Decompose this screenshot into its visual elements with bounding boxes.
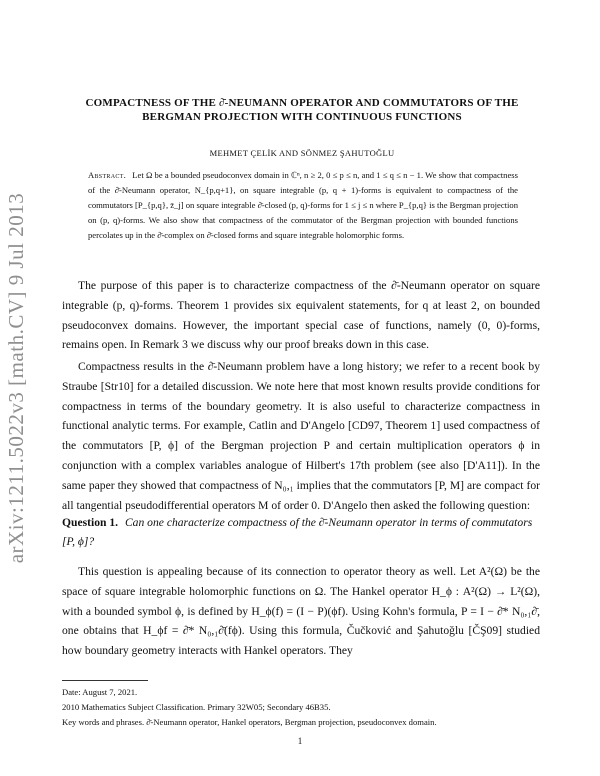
page-number: 1 (297, 736, 303, 746)
abstract-text: Let Ω be a bounded pseudoconvex domain in ℂⁿ, n ≥ 2, 0 ≤ p ≤ n, and 1 ≤ q ≤ n − 1. We show that compactness of the ∂̄-Neumann operator, N_{p,q+1}, on square integrable (p, q + 1)-forms is equivalent to compactness of the commutators [P_{p,q}, z̄_j] on square integrable ∂̄-closed (p, q)-forms for 1 ≤ j ≤ n where P_{p,q} is the Bergman projection on (p, q)-forms. We also show that compactness of the commutator of the Bergman projection with bounded functions percolates up in the ∂̄-complex on ∂̄-closed forms and square integrable holomorphic forms. (88, 170, 519, 240)
hankel-paragraph: This question is appealing because of its connection to operator theory as well. Let A²(Ω) be the space of square integrable holomorphic functions on Ω. The Hankel operator H_ϕ : A²(Ω) → L²(Ω), with a bounded symbol ϕ, is defined by H_ϕ(f) = (I − P)(ϕf). Using Kohn's formula, P = I − ∂̄* N₀,₁∂̄, one obtains that H_ϕf = ∂̄* N₀,₁∂̄(fϕ). Using this formula, Čučković and Şahutoğlu [ČŞ09] studied how boundary geometry interacts with Hankel operators. They (62, 565, 540, 658)
footnote-rule (62, 680, 148, 681)
footnote-date: Date: August 7, 2021. (62, 687, 138, 697)
footnote-msc: 2010 Mathematics Subject Classification. Primary 32W05; Secondary 46B35. (62, 702, 331, 712)
abstract-label: Abstract. (88, 170, 127, 180)
intro-paragraph: The purpose of this paper is to characterize compactness of the ∂̄-Neumann operator on square integrable (p, q)-forms. Theorem 1 provides six equivalent statements, for q at least 2, on bounded pseudoconvex domains. However, the important special case of functions, namely (0, 0)-forms, remains open. In Remark 3 we discuss why our proof breaks down in this case. (62, 279, 540, 352)
arxiv-identifier: arXiv:1211.5022v3 [math.CV] 9 Jul 2013 (4, 192, 28, 564)
history-paragraph: Compactness results in the ∂̄-Neumann problem have a long history; we refer to a recent book by Straube [Str10] for a detailed discussion. We note here that most known results provide conditions for compactness in terms of the boundary geometry. It is also useful to characterize compactness in functional analytic terms. For example, Catlin and D'Angelo [CD97, Theorem 1] used compactness of the commutators [P, ϕ] of the Bergman projection P and certain multiplication operators ϕ in conjunction with a complex variables analogue of Hilbert's 17th problem (see also [D'A11]). In the same paper they showed that compactness of N₀,₁ implies that the commutators [P, M] are compact for all tangential pseudodifferential operators M of order 0. D'Angelo then asked the following question: (62, 360, 540, 512)
footnote-keywords: Key words and phrases. ∂̄-Neumann operator, Hankel operators, Bergman projection, pseudoconvex domain. (62, 717, 437, 727)
question-text: Can one characterize compactness of the ∂̄-Neumann operator in terms of commutators [P, ϕ]? (62, 516, 533, 548)
question-label: Question 1. (62, 516, 119, 529)
paper-authors: MEHMET ÇELİK AND SÖNMEZ ŞAHUTOĞLU (209, 148, 395, 158)
paper-title: COMPACTNESS OF THE ∂̄-NEUMANN OPERATOR AND COMMUTATORS OF THE BERGMAN PROJECTION WITH CONTINUOUS FUNCTIONS (85, 97, 519, 123)
abstract (88, 168, 518, 243)
question-1 (62, 513, 540, 551)
